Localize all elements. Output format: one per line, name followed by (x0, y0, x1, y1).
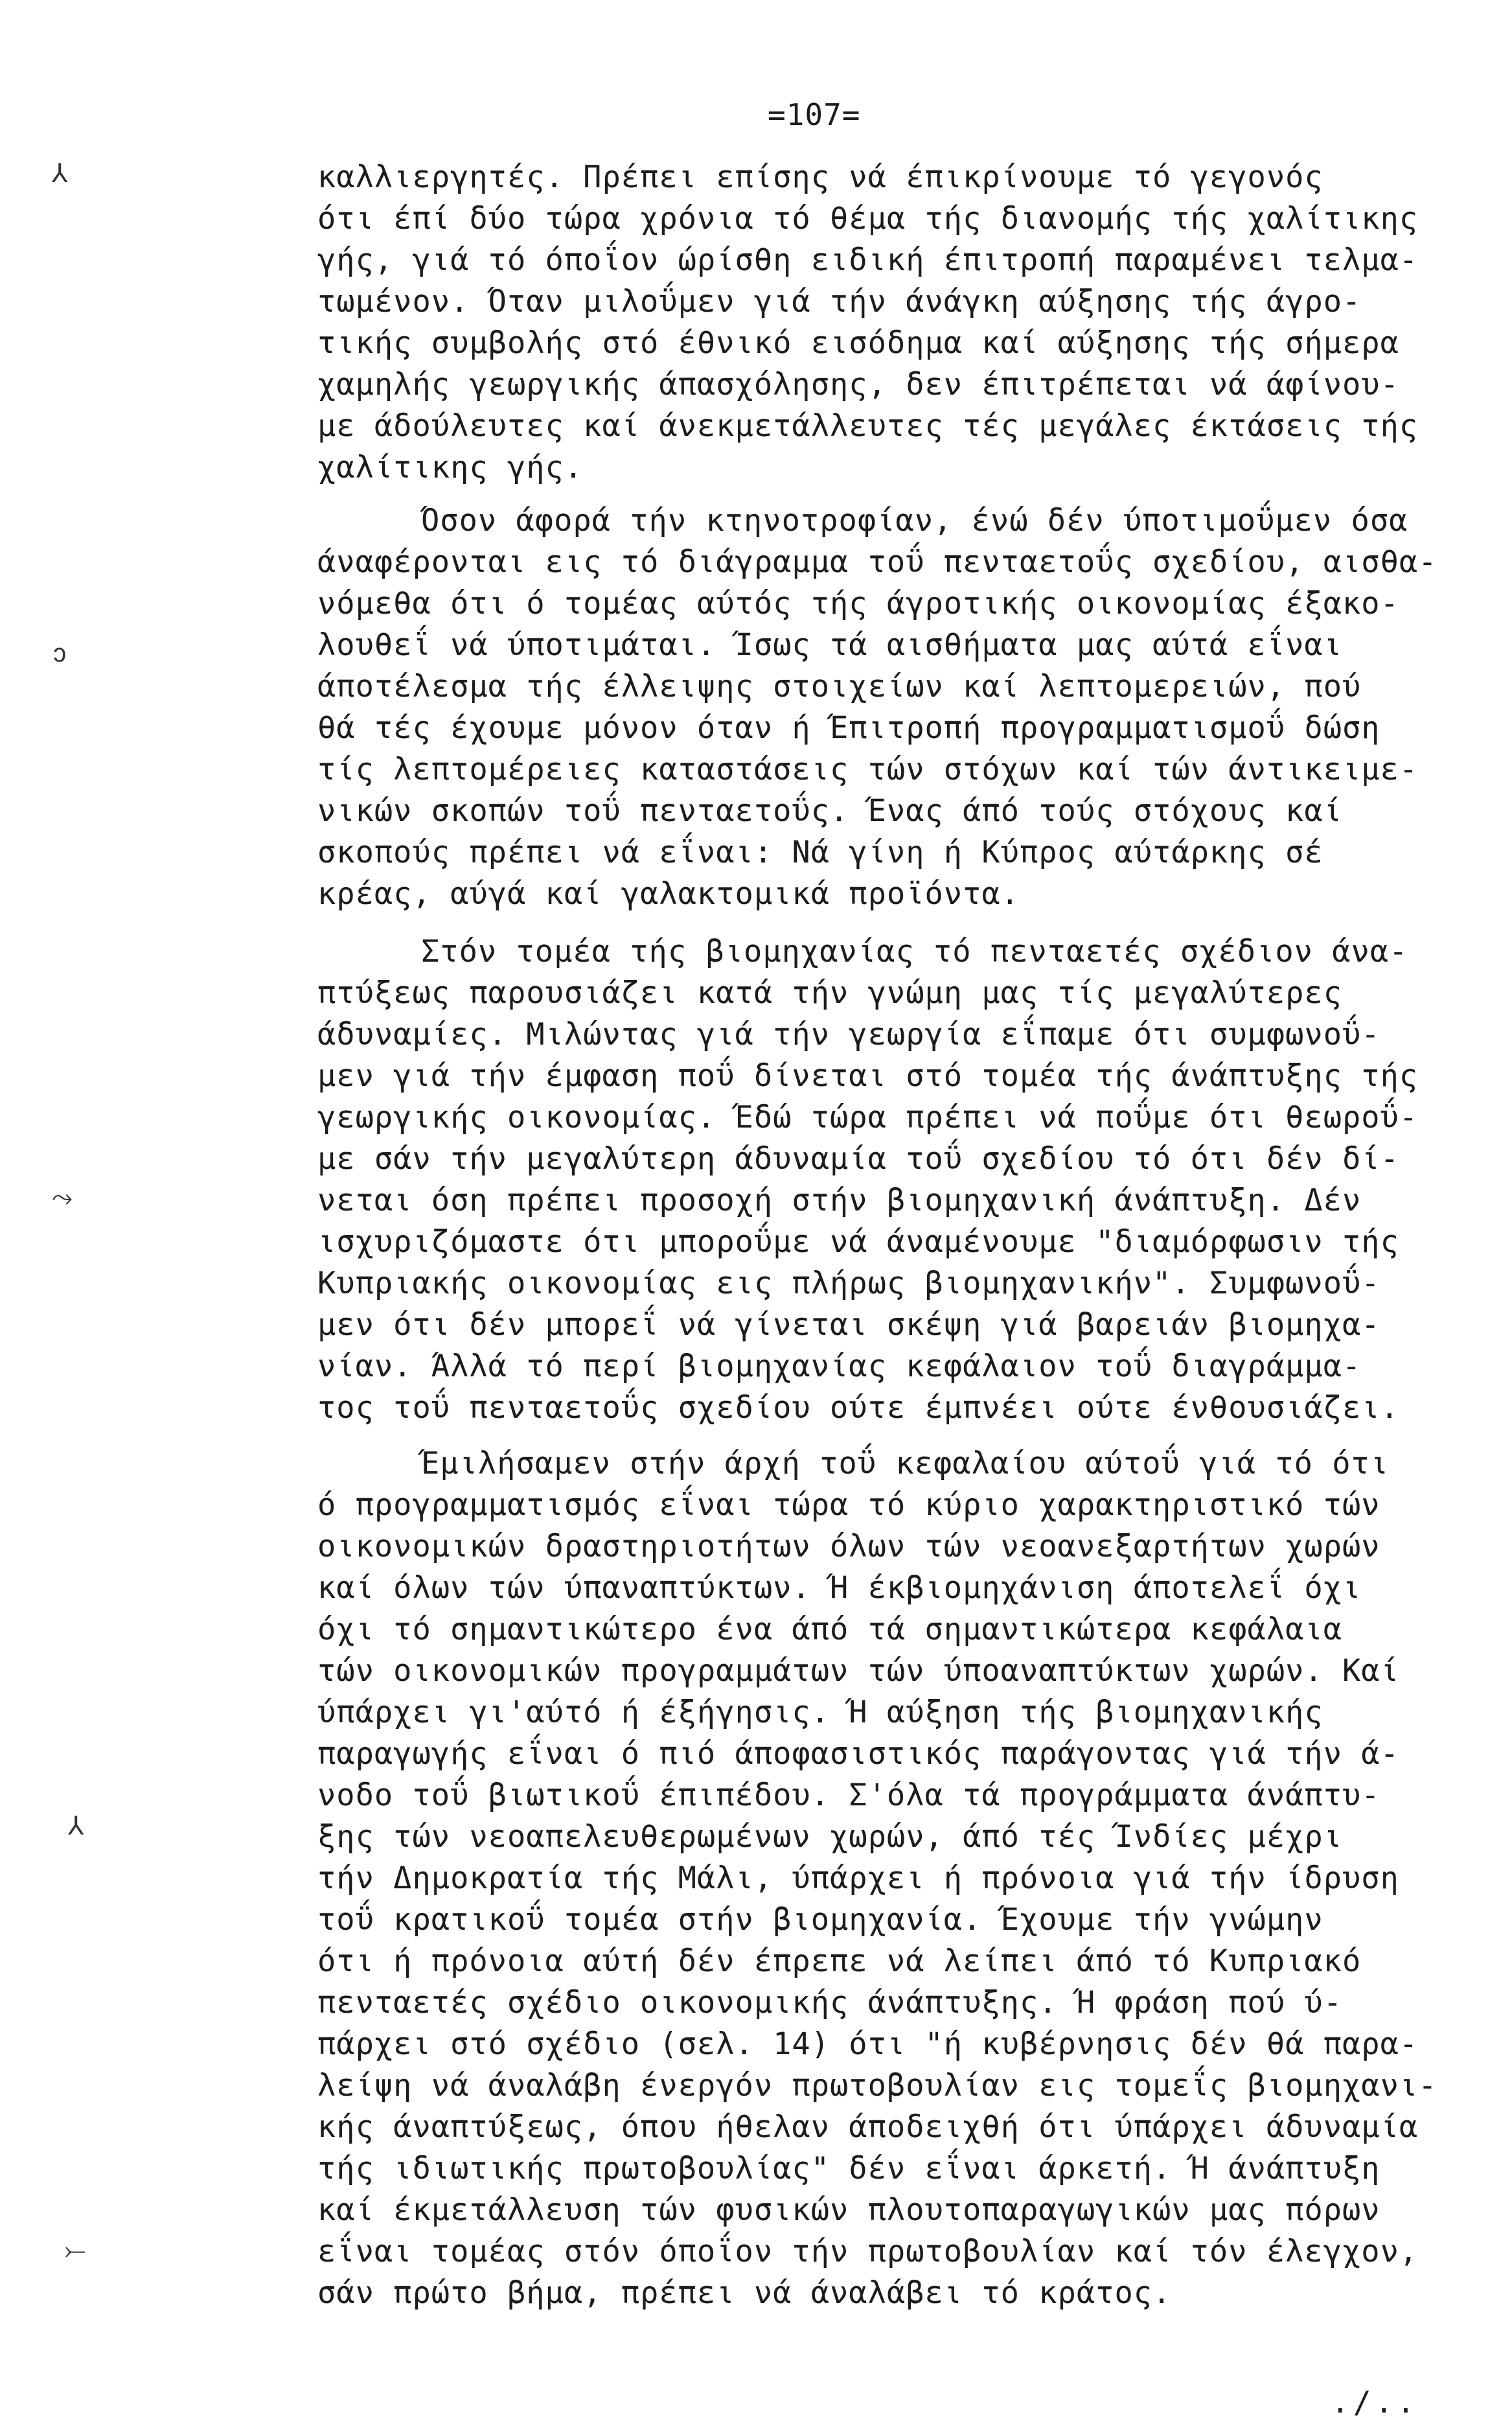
text-line: νεται όση πρέπει προσοχή στήν βιομηχανική άνάπτυξη. Δέν (317, 1183, 1362, 1218)
text-line: καί όλων τών ύπαναπτύκτων. Ή έκβιομηχάνιση άποτελεΐ όχι (317, 1570, 1362, 1606)
margin-mark: ⅄ (68, 1811, 84, 1841)
text-line: χαλίτικης γής. (317, 450, 584, 485)
text-line: τών οικονομικών προγραμμάτων τών ύποαναπτύκτων χωρών. Καί (317, 1653, 1399, 1689)
margin-mark: ⤚ (65, 2236, 86, 2265)
text-line: νικών σκοπών τοΰ πενταετοΰς. Ένας άπό τούς στόχους καί (317, 793, 1343, 829)
text-line: γεωργικής οικονομίας. Έδώ τώρα πρέπει νά ποΰμε ότι θεωροΰ- (317, 1100, 1419, 1135)
text-line: λείψη νά άναλάβη ένεργόν πρωτοβουλίαν εις τομεΐς βιομηχανι- (317, 2068, 1438, 2103)
text-line: άδυναμίες. Μιλώντας γιά τήν γεωργία εΐπαμε ότι συμφωνοΰ- (317, 1017, 1380, 1052)
text-line: λουθεΐ νά ύποτιμάται. Ίσως τά αισθήματα μας αύτά εΐναι (317, 627, 1343, 663)
text-line: τήν Δημοκρατία τής Μάλι, ύπάρχει ή πρόνοια γιά τήν ίδρυση (317, 1860, 1399, 1896)
continuation-mark: ./.. (1331, 2385, 1419, 2420)
text-line: με σάν τήν μεγαλύτερη άδυναμία τοΰ σχεδίου τό ότι δέν δί- (317, 1141, 1399, 1177)
text-line: Κυπριακής οικονομίας εις πλήρως βιομηχανικήν". Συμφωνοΰ- (317, 1266, 1380, 1301)
text-line: σάν πρώτο βήμα, πρέπει νά άναλάβει τό κράτος. (317, 2275, 1172, 2311)
text-line: θά τές έχουμε μόνον όταν ή Έπιτροπή προγραμματισμοΰ δώση (317, 710, 1380, 746)
text-line: μεν γιά τήν έμφαση ποΰ δίνεται στό τομέα τής άνάπτυξης τής (317, 1058, 1419, 1094)
text-line: παραγωγής εΐναι ό πιό άποφασιστικός παράγοντας γιά τήν ά- (317, 1736, 1399, 1772)
text-line: Όσον άφορά τήν κτηνοτροφίαν, ένώ δέν ύποτιμοΰμεν όσα (421, 503, 1408, 539)
text-line: τωμένον. Όταν μιλοΰμεν γιά τήν άνάγκη αύξησης τής άγρο- (317, 284, 1362, 319)
text-line: ό προγραμματισμός εΐναι τώρα τό κύριο χαρακτηριστικό τών (317, 1487, 1380, 1523)
text-line: τικής συμβολής στό έθνικό εισόδημα καί αύξησης τής σήμερα (317, 325, 1399, 361)
text-line: ξης τών νεοαπελευθερωμένων χωρών, άπό τές Ίνδίες μέχρι (317, 1819, 1343, 1855)
text-line: πτύξεως παρουσιάζει κατά τήν γνώμη μας τίς μεγαλύτερες (317, 975, 1343, 1011)
text-line: νοδο τοΰ βιωτικοΰ έπιπέδου. Σ'όλα τά προγράμματα άνάπτυ- (317, 1778, 1380, 1813)
text-line: μεν ότι δέν μπορεΐ νά γίνεται σκέψη γιά βαρειάν βιομηχα- (317, 1307, 1380, 1343)
text-line: καί έκμετάλλευση τών φυσικών πλουτοπαραγωγικών μας πόρων (317, 2192, 1380, 2228)
text-line: νόμεθα ότι ό τομέας αύτός τής άγροτικής οικονομίας έξακο- (317, 586, 1399, 621)
text-line: ότι έπί δύο τώρα χρόνια τό θέμα τής διανομής τής χαλίτικης (317, 201, 1419, 237)
text-line: σκοπούς πρέπει νά εΐναι: Νά γίνη ή Κύπρος αύτάρκης σέ (317, 835, 1323, 870)
margin-mark: ⤳ (52, 1183, 73, 1212)
text-line: χαμηλής γεωργικής άπασχόλησης, δεν έπιτρέπεται νά άφίνου- (317, 367, 1399, 402)
text-line: τής ιδιωτικής πρωτοβουλίας" δέν εΐναι άρκετή. Ή άνάπτυξη (317, 2151, 1380, 2186)
text-line: όχι τό σημαντικώτερο ένα άπό τά σημαντικώτερα κεφάλαια (317, 1612, 1343, 1647)
text-line: εΐναι τομέας στόν όποΐον τήν πρωτοβουλίαν καί τόν έλεγχον, (317, 2234, 1419, 2269)
text-line: άναφέρονται εις τό διάγραμμα τοΰ πενταετοΰς σχεδίου, αισθα- (317, 544, 1438, 580)
text-line: ότι ή πρόνοια αύτή δέν έπρεπε νά λείπει άπό τό Κυπριακό (317, 1943, 1362, 1979)
text-line: πάρχει στό σχέδιο (σελ. 14) ότι "ή κυβέρνησις δέν θά παρα- (317, 2026, 1419, 2062)
margin-mark: ⅄ (52, 159, 68, 189)
text-line: νίαν. Άλλά τό περί βιομηχανίας κεφάλαιον τοΰ διαγράμμα- (317, 1349, 1362, 1384)
text-line: καλλιεργητές. Πρέπει επίσης νά έπικρίνουμε τό γεγονός (317, 159, 1323, 195)
text-line: πενταετές σχέδιο οικονομικής άνάπτυξης. Ή φράση πού ύ- (317, 1985, 1343, 2021)
text-line: άποτέλεσμα τής έλλειψης στοιχείων καί λεπτομερειών, πού (317, 669, 1362, 704)
text-line: Έμιλήσαμεν στήν άρχή τοΰ κεφαλαίου αύτοΰ γιά τό ότι (421, 1446, 1390, 1481)
text-line: γής, γιά τό όποΐον ώρίσθη ειδική έπιτροπή παραμένει τελμα- (317, 242, 1419, 278)
text-line: Στόν τομέα τής βιομηχανίας τό πενταετές σχέδιον άνα- (421, 934, 1408, 969)
text-line: ύπάρχει γι'αύτό ή έξήγησις. Ή αύξηση τής βιομηχανικής (317, 1695, 1323, 1730)
margin-mark: ↄ (52, 638, 68, 668)
text-line: με άδούλευτες καί άνεκμετάλλευτες τές μεγάλες έκτάσεις τής (317, 408, 1419, 444)
text-line: οικονομικών δραστηριοτήτων όλων τών νεοανεξαρτήτων χωρών (317, 1529, 1380, 1564)
text-line: ισχυριζόμαστε ότι μποροΰμε νά άναμένουμε "διαμόρφωσιν τής (317, 1224, 1399, 1260)
text-line: κής άναπτύξεως, όπου ήθελαν άποδειχθή ότι ύπάρχει άδυναμία (317, 2109, 1419, 2145)
text-line: τος τοΰ πενταετοΰς σχεδίου ούτε έμπνέει ούτε ένθουσιάζει. (317, 1390, 1399, 1426)
text-line: τοΰ κρατικοΰ τομέα στήν βιομηχανία. Έχουμε τήν γνώμην (317, 1902, 1323, 1938)
text-line: κρέας, αύγά καί γαλακτομικά προϊόντα. (317, 876, 1020, 912)
page-number: =107= (768, 97, 861, 132)
text-line: τίς λεπτομέρειες καταστάσεις τών στόχων καί τών άντικειμε- (317, 752, 1419, 787)
